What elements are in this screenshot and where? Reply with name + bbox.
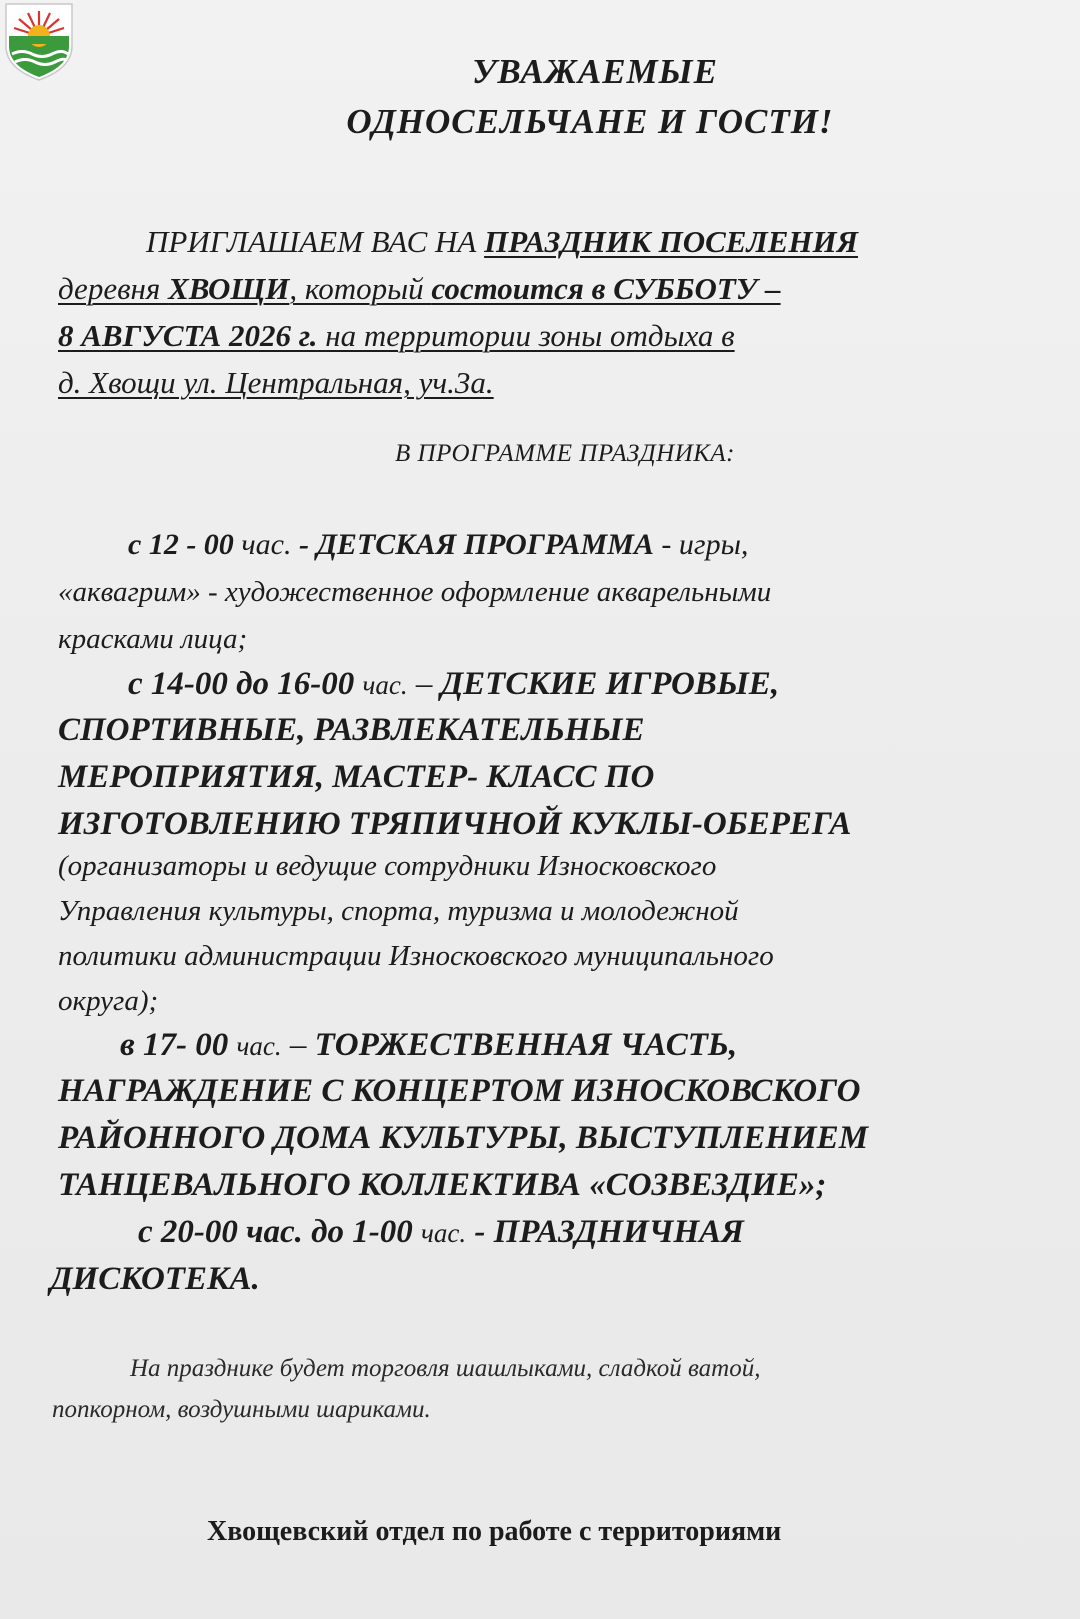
event-day: состоится в СУББОТУ – <box>431 271 781 306</box>
program-item-3 <box>120 1027 737 1064</box>
item-3-title-2: НАГРАЖДЕНИЕ С КОНЦЕРТОМ ИЗНОСКОВСКОГО <box>58 1073 861 1109</box>
item-2-unit: час. <box>362 670 408 700</box>
item-2-title-1: ДЕТСКИЕ ИГРОВЫЕ, <box>440 666 780 702</box>
item-1-desc-line-3: красками лица; <box>58 623 248 655</box>
item-3-dash: – <box>281 1027 315 1063</box>
item-2-note-2: Управления культуры, спорта, туризма и молодежной <box>58 895 739 927</box>
invitation-text: ПРИГЛАШАЕМ ВАС НА <box>146 224 485 259</box>
item-4-unit: час. <box>420 1218 467 1248</box>
item-1-desc: - игры, <box>653 528 749 561</box>
item-3-title-1: ТОРЖЕСТВЕННАЯ ЧАСТЬ, <box>314 1027 738 1063</box>
item-2-time: с 14-00 до 16-00 <box>128 666 363 702</box>
program-item-4 <box>138 1214 744 1251</box>
item-4-title-1: - ПРАЗДНИЧНАЯ <box>466 1214 744 1250</box>
program-title: В ПРОГРАММЕ ПРАЗДНИКА: <box>395 440 735 467</box>
item-4-time: с 20-00 час. до 1-00 <box>138 1214 421 1250</box>
invitation-paragraph <box>58 218 1048 406</box>
item-1-desc-line-2: «аквагрим» - художественное оформление акварельными <box>58 576 772 608</box>
invitation-line-3 <box>58 312 1048 359</box>
program-item-2 <box>128 666 779 703</box>
note-line-1: На празднике будет торговля шашлыками, сладкой ватой, <box>130 1355 761 1382</box>
item-2-title-4: ИЗГОТОВЛЕНИЮ ТРЯПИЧНОЙ КУКЛЫ-ОБЕРЕГА <box>58 806 852 842</box>
event-location: на территории зоны отдыха в <box>317 318 735 353</box>
village-prefix: деревня <box>58 271 169 306</box>
invitation-line-2 <box>58 265 1048 312</box>
program-item-1 <box>128 528 748 562</box>
item-1-title: - ДЕТСКАЯ ПРОГРАММА <box>291 528 654 561</box>
event-name: ПРАЗДНИК ПОСЕЛЕНИЯ <box>484 224 859 259</box>
item-1-unit: час. <box>241 528 292 561</box>
heading-line-1: УВАЖАЕМЫЕ <box>472 52 718 91</box>
footer-signature: Хвощевский отдел по работе с территориями <box>207 1516 782 1547</box>
item-2-title-2: СПОРТИВНЫЕ, РАЗВЛЕКАТЕЛЬНЫЕ <box>58 712 645 748</box>
item-3-title-3: РАЙОННОГО ДОМА КУЛЬТУРЫ, ВЫСТУПЛЕНИЕМ <box>58 1120 869 1156</box>
item-3-unit: час. <box>236 1031 282 1061</box>
item-3-title-4: ТАНЦЕВАЛЬНОГО КОЛЛЕКТИВА «СОЗВЕЗДИЕ»; <box>58 1167 827 1203</box>
item-2-dash: – <box>407 666 441 702</box>
item-2-title-3: МЕРОПРИЯТИЯ, МАСТЕР- КЛАСС ПО <box>58 759 655 795</box>
item-1-time: с 12 - 00 <box>128 528 242 561</box>
item-3-time: в 17- 00 <box>120 1027 237 1063</box>
heading-line-2: ОДНОСЕЛЬЧАНЕ И ГОСТИ! <box>346 102 834 141</box>
item-2-note-3: политики администрации Износковского муниципального <box>58 940 774 972</box>
event-address: д. Хвощи ул. Центральная, уч.3а. <box>58 365 494 400</box>
invitation-line-1 <box>58 218 1048 265</box>
invitation-connector: , который <box>289 271 432 306</box>
item-2-note-1: (организаторы и ведущие сотрудники Износковского <box>58 850 717 882</box>
note-line-2: попкорном, воздушными шариками. <box>52 1396 431 1423</box>
village-name: ХВОЩИ <box>168 271 290 306</box>
event-date: 8 АВГУСТА 2026 г. <box>58 318 318 353</box>
item-4-title-2: ДИСКОТЕКА. <box>50 1261 260 1297</box>
item-2-note-4: округа); <box>58 985 159 1017</box>
